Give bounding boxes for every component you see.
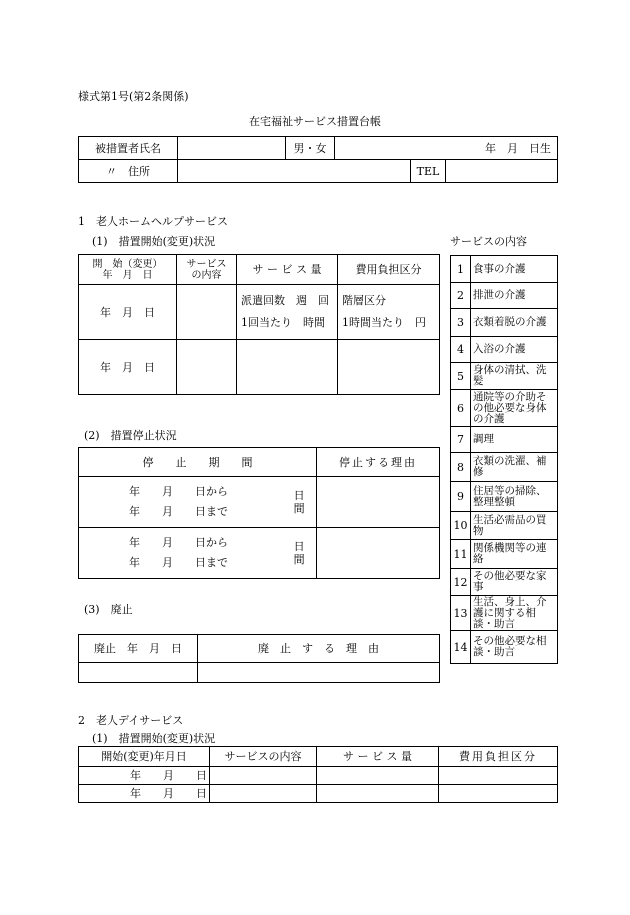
birth-field[interactable]: 年 月 日生 xyxy=(335,137,558,160)
stop-row2-to: 年 月 日まで xyxy=(129,556,228,569)
service-item-text: 食事の介護 xyxy=(471,256,558,283)
gender-field[interactable]: 男・女 xyxy=(286,137,335,160)
form-id: 様式第1号(第2条関係) xyxy=(78,90,189,103)
page-title: 在宅福祉サービス措置台帳 xyxy=(249,115,381,128)
day-row1-cost[interactable] xyxy=(439,767,558,785)
stop-row2-period[interactable] xyxy=(79,528,317,579)
day-row1-date[interactable]: 年 月 日 xyxy=(79,767,210,785)
abolish-reason-field[interactable] xyxy=(198,663,440,683)
service-item-no: 1 xyxy=(451,256,471,283)
abolish-date-field[interactable] xyxy=(79,663,198,683)
service-item-text: 衣類の洗濯、補修 xyxy=(471,453,558,482)
service-item xyxy=(451,283,558,309)
service-item-no: 8 xyxy=(451,453,471,482)
service-item xyxy=(451,390,558,427)
col-service-content-l2: の内容 xyxy=(191,269,222,281)
tel-label: TEL xyxy=(411,160,446,183)
day-row1-amount[interactable] xyxy=(317,767,439,785)
service-item-no: 4 xyxy=(451,337,471,363)
day-service-table xyxy=(78,746,558,803)
service-item-text: 住居等の掃除、整理整頓 xyxy=(471,482,558,512)
col-cost: 費用負担区分 xyxy=(338,255,440,285)
name-label: 被措置者氏名 xyxy=(79,137,178,160)
service-item-text: 生活必需品の買物 xyxy=(471,512,558,540)
address-field[interactable] xyxy=(178,160,411,183)
service-item xyxy=(451,631,558,664)
service-item-text: 身体の清拭、洗髪 xyxy=(471,363,558,390)
service-item-text: 関係機関等の連絡 xyxy=(471,540,558,569)
abolish-table xyxy=(78,634,440,683)
service-item-no: 3 xyxy=(451,309,471,337)
col-abolish-reason: 廃 止 す る 理 由 xyxy=(198,635,440,663)
service-item-no: 7 xyxy=(451,427,471,453)
section1-sub1: (1) 措置開始(変更)状況 xyxy=(92,235,216,248)
day-row2-cost[interactable] xyxy=(439,785,558,803)
service-item-no: 9 xyxy=(451,482,471,512)
day-col-content: サービスの内容 xyxy=(210,747,317,767)
service-item-no: 2 xyxy=(451,283,471,309)
service-list-table xyxy=(450,255,558,664)
row1-date[interactable]: 年 月 日 xyxy=(79,285,177,340)
cost-hourly: 1時間当たり 円 xyxy=(342,316,426,329)
service-item-no: 10 xyxy=(451,512,471,540)
service-item xyxy=(451,256,558,283)
stop-row1-to: 年 月 日まで xyxy=(129,505,228,518)
row1-amount[interactable] xyxy=(237,285,338,340)
col-start-date-l2: 年 月 日 xyxy=(102,269,153,281)
col-stop-period: 停 止 期 間 xyxy=(79,448,317,477)
header-table xyxy=(78,136,558,183)
stop-row2-from: 年 月 日から xyxy=(129,536,228,549)
col-service-content-l1: サービス xyxy=(186,258,227,270)
row2-amount[interactable] xyxy=(237,340,338,395)
service-item-text: 調理 xyxy=(471,427,558,453)
service-item xyxy=(451,363,558,390)
service-item-no: 13 xyxy=(451,596,471,631)
section1-sub3: (3) 廃止 xyxy=(84,603,133,616)
service-item xyxy=(451,540,558,569)
start-status-table xyxy=(78,254,440,395)
service-item xyxy=(451,569,558,596)
stop-row1-reason[interactable] xyxy=(317,477,440,528)
service-item-text: 通院等の介助その他必要な身体の介護 xyxy=(471,390,558,427)
name-field[interactable] xyxy=(178,137,286,160)
tel-field[interactable] xyxy=(446,160,558,183)
day-col-amount: サ ー ビ ス 量 xyxy=(317,747,439,767)
stop-row1-from: 年 月 日から xyxy=(129,485,228,498)
service-item-no: 12 xyxy=(451,569,471,596)
col-start-date xyxy=(79,255,177,285)
col-abolish-date: 廃止 年 月 日 xyxy=(79,635,198,663)
service-item-text: 排泄の介護 xyxy=(471,283,558,309)
row2-date[interactable]: 年 月 日 xyxy=(79,340,177,395)
stop-row1-period[interactable] xyxy=(79,477,317,528)
service-item xyxy=(451,309,558,337)
service-item xyxy=(451,512,558,540)
col-stop-reason: 停止する理由 xyxy=(317,448,440,477)
day-col-cost: 費用負担区分 xyxy=(439,747,558,767)
section1-title: 1 老人ホームヘルプサービス xyxy=(78,215,228,228)
col-start-date-l1: 開 始（変更） xyxy=(92,258,163,270)
cost-tier: 階層区分 xyxy=(342,294,386,307)
service-item xyxy=(451,427,558,453)
section2-sub1: (1) 措置開始(変更)状況 xyxy=(92,732,216,745)
day-row1-content[interactable] xyxy=(210,767,317,785)
service-hours: 1回当たり 時間 xyxy=(241,316,325,329)
service-item-text: 入浴の介護 xyxy=(471,337,558,363)
col-service-amount: サ ー ビ ス 量 xyxy=(237,255,338,285)
day-row2-date[interactable]: 年 月 日 xyxy=(79,785,210,803)
stop-row1-days: 日間 xyxy=(293,489,305,515)
service-item-no: 5 xyxy=(451,363,471,390)
day-col-date: 開始(変更)年月日 xyxy=(79,747,210,767)
service-item-text: その他必要な相談・助言 xyxy=(471,631,558,664)
stop-status-table xyxy=(78,447,440,579)
service-item xyxy=(451,596,558,631)
service-item xyxy=(451,337,558,363)
service-item-text: 衣類着脱の介護 xyxy=(471,309,558,337)
row2-service[interactable] xyxy=(177,340,237,395)
section1-sub2: (2) 措置停止状況 xyxy=(84,429,177,442)
row1-service[interactable] xyxy=(177,285,237,340)
service-item-no: 14 xyxy=(451,631,471,664)
stop-row2-days: 日間 xyxy=(293,540,305,566)
service-item-text: その他必要な家事 xyxy=(471,569,558,596)
day-row2-content[interactable] xyxy=(210,785,317,803)
service-item xyxy=(451,453,558,482)
section2-title: 2 老人デイサービス xyxy=(78,714,184,727)
day-row2-amount[interactable] xyxy=(317,785,439,803)
row1-cost[interactable] xyxy=(338,285,440,340)
row2-cost[interactable] xyxy=(338,340,440,395)
service-item-no: 6 xyxy=(451,390,471,427)
address-label: 〃 住所 xyxy=(79,160,178,183)
service-item-no: 11 xyxy=(451,540,471,569)
service-item xyxy=(451,482,558,512)
service-visits: 派遣回数 週 回 xyxy=(241,294,329,307)
stop-row2-reason[interactable] xyxy=(317,528,440,579)
service-list-title: サービスの内容 xyxy=(450,235,527,248)
col-service-content xyxy=(177,255,237,285)
service-item-text: 生活、身上、介護に関する相談・助言 xyxy=(471,596,558,631)
